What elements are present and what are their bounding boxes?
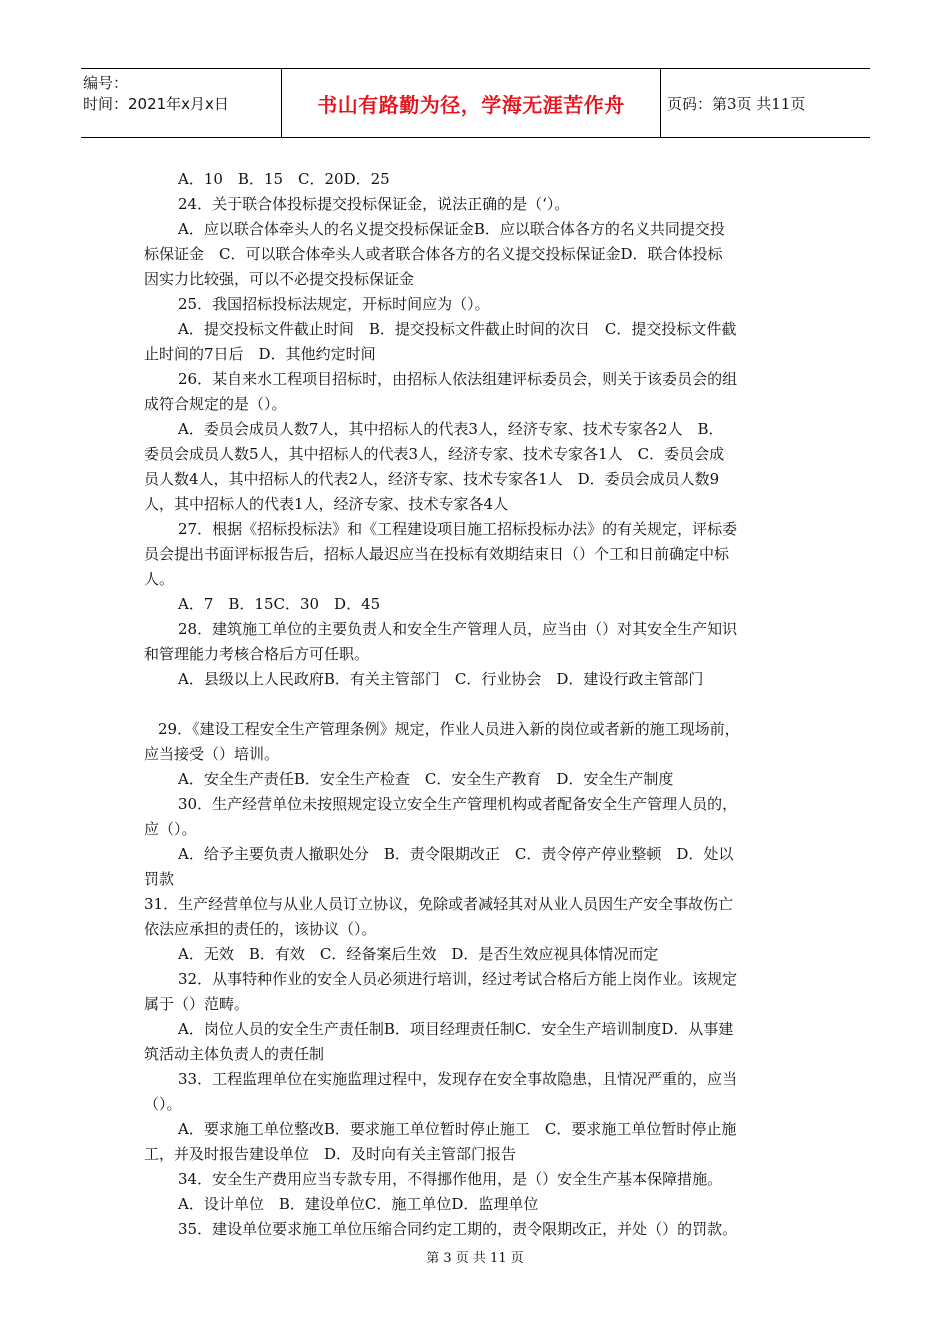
header-page-label: 页码：第3页 共11页	[667, 94, 806, 113]
text-line: 26．某自来水工程项目招标时，由招标人依法组建评标委员会，则关于该委员会的组	[178, 370, 738, 388]
text-line: 和管理能力考核合格后方可任职。	[144, 645, 370, 663]
text-line: 成符合规定的是（）。	[144, 395, 287, 413]
text-line: A．无效 B．有效 C．经备案后生效 D．是否生效应视具体情况而定	[178, 945, 659, 963]
text-line: A．岗位人员的安全生产责任制B．项目经理责任制C．安全生产培训制度D．从事建	[178, 1020, 734, 1038]
text-line: 属于（）范畴。	[144, 995, 250, 1013]
text-line: 31．生产经营单位与从业人员订立协议，免除或者减轻其对从业人员因生产安全事故伤亡	[144, 895, 734, 913]
text-line: 35．建设单位要求施工单位压缩合同约定工期的，责令限期改正，并处（）的罚款。	[178, 1220, 738, 1238]
doc-number-label: 编号：	[83, 74, 129, 92]
header-page-cell	[661, 69, 876, 137]
text-line: A．委员会成员人数7人，其中招标人的代表3人，经济专家、技术专家各2人 B．	[178, 420, 724, 438]
text-line: 员会提出书面评标报告后，招标人最迟应当在投标有效期结束日（）个工和日前确定中标	[144, 545, 730, 563]
text-line: 30．生产经营单位未按照规定设立安全生产管理机构或者配备安全生产管理人员的，	[178, 795, 738, 813]
header-info-cell	[81, 69, 282, 137]
text-line: 止时间的7日后 D．其他约定时间	[144, 345, 376, 363]
text-line: 委员会成员人数5人，其中招标人的代表3人，经济专家、技术专家各1人 C．委员会成	[144, 445, 725, 463]
text-line: A．应以联合体牵头人的名义提交投标保证金B．应以联合体各方的名义共同提交投	[178, 220, 725, 238]
text-line: 33．工程监理单位在实施监理过程中，发现存在安全事故隐患，且情况严重的，应当	[178, 1070, 738, 1088]
text-line: 因实力比较强，可以不必提交投标保证金	[144, 270, 415, 288]
text-line: 34．安全生产费用应当专款专用，不得挪作他用，是（）安全生产基本保障措施。	[178, 1170, 723, 1188]
text-line: 28．建筑施工单位的主要负责人和安全生产管理人员，应当由（）对其安全生产知识	[178, 620, 738, 638]
text-line: 筑活动主体负责人的责任制	[144, 1045, 325, 1063]
text-line: 罚款	[144, 870, 175, 888]
page-header	[81, 68, 870, 138]
text-line: A．县级以上人民政府B．有关主管部门 C．行业协会 D．建设行政主管部门	[178, 670, 704, 688]
text-line: A．10 B．15 C．20D．25	[178, 170, 390, 188]
text-line: 应（）。	[144, 820, 197, 838]
text-line: 标保证金 C．可以联合体牵头人或者联合体各方的名义提交投标保证金D．联合体投标	[144, 245, 723, 263]
text-line: A．设计单位 B．建设单位C．施工单位D．监理单位	[178, 1195, 539, 1213]
text-line: A．7 B．15C．30 D．45	[178, 595, 381, 613]
text-line: 25．我国招标投标法规定，开标时间应为（）。	[178, 295, 490, 313]
text-line: 24．关于联合体投标提交投标保证金，说法正确的是（‘）。	[178, 195, 570, 213]
text-line: 人。	[144, 570, 175, 588]
text-line: A．给予主要负责人撤职处分 B．责令限期改正 C．责令停产停业整顿 D．处以	[178, 845, 734, 863]
text-line: 29．《建设工程安全生产管理条例》规定，作业人员进入新的岗位或者新的施工现场前，	[158, 720, 740, 738]
text-line: 依法应承担的责任的，该协议（）。	[144, 920, 377, 938]
text-line: 员人数4人，其中招标人的代表2人，经济专家、技术专家各1人 D．委员会成员人数9	[144, 470, 720, 488]
text-line: （）。	[144, 1095, 182, 1113]
text-line: A．要求施工单位整改B．要求施工单位暂时停止施工 C．要求施工单位暂时停止施	[178, 1120, 737, 1138]
text-line: A．提交投标文件截止时间 B．提交投标文件截止时间的次日 C．提交投标文件截	[178, 320, 737, 338]
doc-date-label: 时间：2021年x月x日	[83, 95, 229, 113]
text-line: 32．从事特种作业的安全人员必须进行培训，经过考试合格后方能上岗作业。该规定	[178, 970, 738, 988]
header-motto-cell	[282, 69, 661, 137]
page-footer: 第 3 页 共 11 页	[426, 1251, 524, 1266]
text-line: 应当接受（）培训。	[144, 745, 280, 763]
text-line: 27．根据《招标投标法》和《工程建设项目施工招标投标办法》的有关规定，评标委	[178, 520, 738, 538]
text-line: A．安全生产责任B．安全生产检查 C．安全生产教育 D．安全生产制度	[178, 770, 674, 788]
text-line: 工，并及时报告建设单位 D．及时向有关主管部门报告	[144, 1145, 517, 1163]
text-line: 人，其中招标人的代表1人，经济专家、技术专家各4人	[144, 495, 509, 513]
header-motto: 书山有路勤为径，学海无涯苦作舟	[317, 92, 625, 117]
